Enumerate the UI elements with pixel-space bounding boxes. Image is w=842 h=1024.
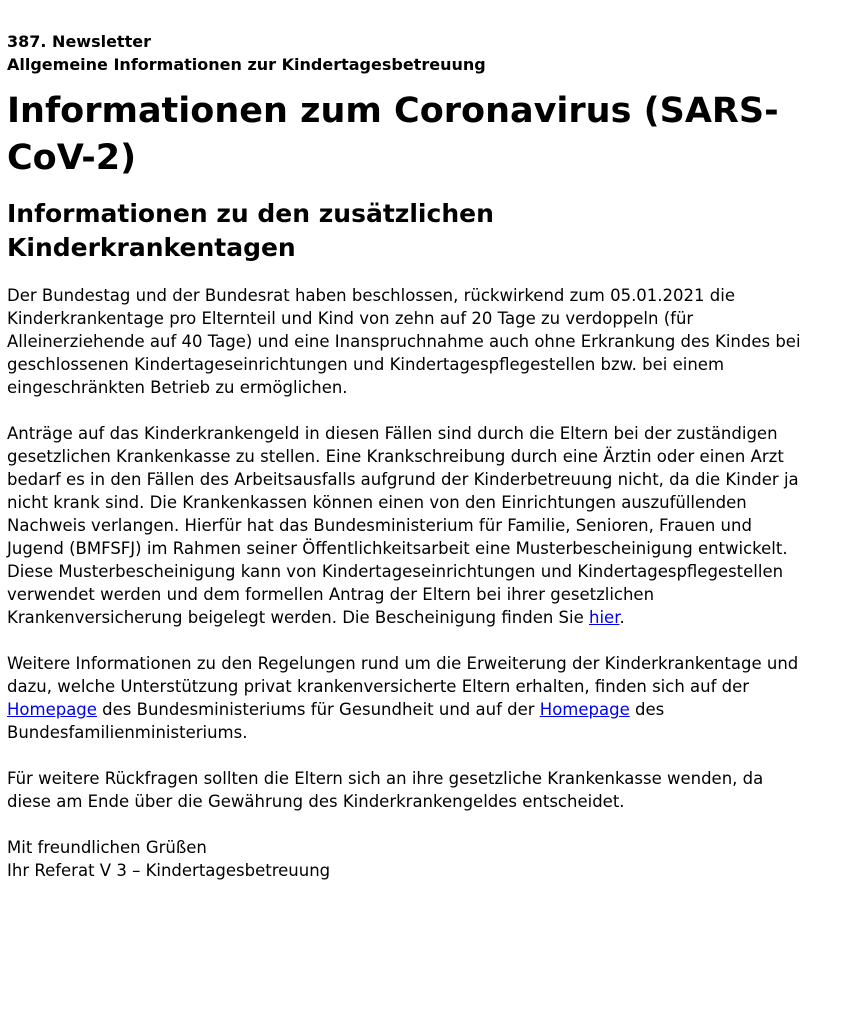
- section-heading: Informationen zu den zusätzlichen Kinderkrankentagen: [7, 199, 494, 262]
- newsletter-subtitle: Allgemeine Informationen zur Kindertagesbetreuung: [7, 55, 486, 74]
- paragraph-further-info-part1: Weitere Informationen zu den Regelungen rund um die Erweiterung der Kinderkrankentage und dazu, welche Unterstützung privat krankenversicherte Eltern erhalten, finden sich auf der: [7, 654, 799, 696]
- newsletter-number: 387. Newsletter: [7, 32, 151, 51]
- closing-greeting: Mit freundlichen Grüßen: [7, 838, 207, 857]
- certificate-link[interactable]: hier: [589, 608, 620, 627]
- paragraph-further-info-part2: des Bundesministeriums für Gesundheit und auf der: [96, 700, 540, 719]
- family-ministry-homepage-link[interactable]: Homepage: [539, 700, 630, 719]
- paragraph-questions: Für weitere Rückfragen sollten die Eltern sich an ihre gesetzliche Krankenkasse wenden, da diese am Ende über die Gewährung des Kinderkrankengeldes entscheidet.: [7, 769, 764, 811]
- closing-signature: Ihr Referat V 3 – Kindertagesbetreuung: [7, 861, 331, 880]
- page-title: Informationen zum Coronavirus (SARS-CoV-2): [7, 91, 779, 178]
- paragraph-further-info: [7, 652, 807, 744]
- paragraph-further-info-part3: des Bundesfamilienministeriums.: [7, 700, 665, 742]
- health-ministry-homepage-link[interactable]: Homepage: [7, 700, 97, 719]
- paragraph-applications: [7, 422, 807, 629]
- paragraph-applications-text: Anträge auf das Kinderkrankengeld in diesen Fällen sind durch die Eltern bei der zuständigen gesetzlichen Krankenkasse zu stellen. Eine Krankschreibung durch eine Ärztin oder einen Arzt bedarf es in den Fällen des Arbeitsausfalls aufgrund der Kinderbetreuung nicht, da die Kinder ja nicht krank sind. Die Krankenkassen können einen von den Einrichtungen auszufüllenden Nachweis verlangen. Hierfür hat das Bundesministerium für Familie, Senioren, Frauen und Jugend (BMFSFJ) im Rahmen seiner Öffentlichkeitsarbeit eine Musterbescheinigung entwickelt. Diese Musterbescheinigung kann von Kindertageseinrichtungen und Kindertagespflegestellen verwendet werden und dem formellen Antrag der Eltern bei ihrer gesetzlichen Krankenversicherung beigelegt werden. Die Bescheinigung finden Sie: [7, 424, 799, 627]
- paragraph-decision: Der Bundestag und der Bundesrat haben beschlossen, rückwirkend zum 05.01.2021 die Kinderkrankentage pro Elternteil und Kind von zehn auf 20 Tage zu verdoppeln (für Alleinerziehende auf 40 Tage) und eine Inanspruchnahme auch ohne Erkrankung des Kindes bei geschlossenen Kindertageseinrichtungen und Kindertagespflegestellen bzw. bei einem eingeschränkten Betrieb zu ermöglichen.: [7, 286, 801, 397]
- paragraph-applications-end: .: [619, 608, 625, 627]
